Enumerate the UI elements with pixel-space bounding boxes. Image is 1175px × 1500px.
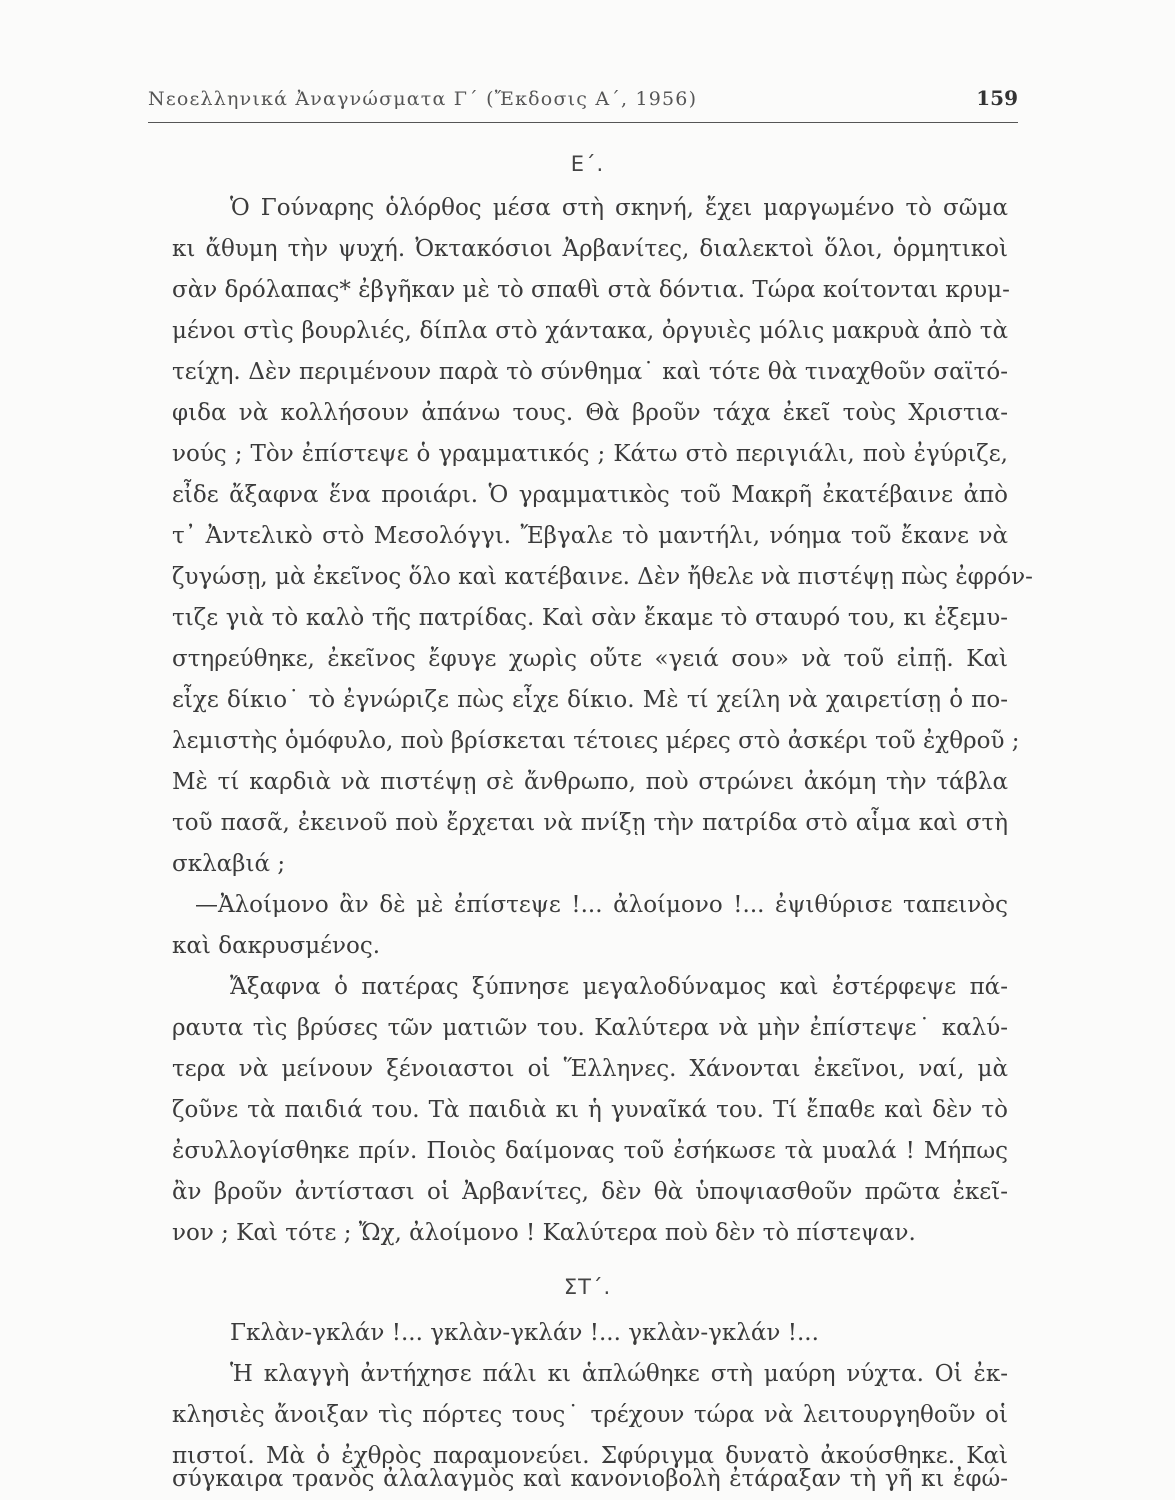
text-line: εἶδε ἄξαφνα ἕνα προιάρι. Ὁ γραμματικὸς τοῦ Μακρῆ ἐκατέβαινε ἀπὸ — [172, 482, 1008, 508]
text-line: καὶ δακρυσμένος. — [172, 933, 381, 959]
text-line: νούς ; Τὸν ἐπίστεψε ὁ γραμματικός ; Κάτω στὸ περιγιάλι, ποὺ ἐγύριζε, — [172, 441, 1008, 467]
text-line: φιδα νὰ κολλήσουν ἀπάνω τους. Θὰ βροῦν τάχα ἐκεῖ τοὺς Χριστια- — [172, 400, 1008, 426]
text-line: σὰν δρόλαπας* ἐβγῆκαν μὲ τὸ σπαθὶ στὰ δόντια. Τώρα κοίτονται κρυμ- — [172, 277, 1010, 303]
text-line: τοῦ πασᾶ, ἐκεινοῦ ποὺ ἔρχεται νὰ πνίξῃ τὴν πατρίδα στὸ αἷμα καὶ στὴ — [172, 810, 1008, 836]
text-line: Ὁ Γούναρης ὁλόρθος μέσα στὴ σκηνή, ἔχει μαργωμένο τὸ σῶμα — [230, 195, 1008, 221]
text-line: Γκλὰν-γκλάν !... γκλὰν-γκλάν !... γκλὰν-γκλάν !... — [230, 1320, 819, 1346]
text-line: ζοῦνε τὰ παιδιά του. Τὰ παιδιὰ κι ἡ γυναῖκά του. Τί ἔπαθε καὶ δὲν τὸ — [172, 1097, 1008, 1123]
text-line: Ἄξαφνα ὁ πατέρας ξύπνησε μεγαλοδύναμος καὶ ἐστέρφεψε πά- — [230, 974, 1008, 1000]
text-line: —Ἀλοίμονο ἂν δὲ μὲ ἐπίστεψε !... ἀλοίμονο !... ἐψιθύρισε ταπεινὸς — [195, 892, 1008, 918]
text-line: ζυγώσῃ, μὰ ἐκεῖνος ὅλο καὶ κατέβαινε. Δὲν ἤθελε νὰ πιστέψῃ πὼς ἐφρόν- — [172, 564, 1033, 590]
text-line: νον ; Καὶ τότε ; Ὤχ, ἀλοίμονο ! Καλύτερα ποὺ δὲν τὸ πίστεψαν. — [172, 1220, 916, 1246]
text-line: εἶχε δίκιο˙ τὸ ἐγνώριζε πὼς εἶχε δίκιο. Μὲ τί χείλη νὰ χαιρετίσῃ ὁ πο- — [172, 687, 1008, 713]
section-heading-st: ΣΤ΄. — [563, 1275, 612, 1299]
text-line: τερα νὰ μείνουν ξένοιαστοι οἱ Ἕλληνες. Χάνονται ἐκεῖνοι, ναί, μὰ — [172, 1056, 1008, 1082]
text-line: πιστοί. Μὰ ὁ ἐχθρὸς παραμονεύει. Σφύριγμα δυνατὸ ἀκούσθηκε. Καὶ — [172, 1443, 1008, 1469]
text-line: ραυτα τὶς βρύσες τῶν ματιῶν του. Καλύτερα νὰ μὴν ἐπίστεψε˙ καλύ- — [172, 1015, 1008, 1041]
text-line: κι ἄθυμη τὴν ψυχή. Ὀκτακόσιοι Ἀρβανίτες, διαλεκτοὶ ὅλοι, ὁρμητικοὶ — [172, 236, 1008, 262]
text-line: τείχη. Δὲν περιμένουν παρὰ τὸ σύνθημα˙ καὶ τότε θὰ τιναχθοῦν σαϊτό- — [172, 359, 1008, 385]
text-line: μένοι στὶς βουρλιές, δίπλα στὸ χάντακα, ὀργυιὲς μόλις μακρυὰ ἀπὸ τὰ — [172, 318, 1008, 344]
text-line: σκλαβιά ; — [172, 851, 286, 877]
page-number: 159 — [976, 86, 1018, 110]
text-line: Μὲ τί καρδιὰ νὰ πιστέψῃ σὲ ἄνθρωπο, ποὺ στρώνει ἀκόμη τὴν τάβλα — [172, 769, 1008, 795]
running-header — [148, 84, 1018, 123]
section-heading-e: Ε΄. — [570, 152, 605, 176]
text-line: λεμιστὴς ὁμόφυλο, ποὺ βρίσκεται τέτοιες μέρες στὸ ἀσκέρι τοῦ ἐχθροῦ ; — [172, 728, 1020, 754]
header-title: Νεοελληνικά Ἀναγνώσματα Γ΄ (Ἔκδοσις Α΄, 1956) — [148, 88, 698, 110]
text-line: ἐσυλλογίσθηκε πρίν. Ποιὸς δαίμονας τοῦ ἐσήκωσε τὰ μυαλά ! Μήπως — [172, 1138, 1008, 1164]
text-line: Ἡ κλαγγὴ ἀντήχησε πάλι κι ἁπλώθηκε στὴ μαύρη νύχτα. Οἱ ἐκ- — [230, 1361, 1008, 1387]
text-line: ἂν βροῦν ἀντίστασι οἱ Ἀρβανίτες, δὲν θὰ ὑποψιασθοῦν πρῶτα ἐκεῖ- — [172, 1179, 1008, 1205]
text-line: τιζε γιὰ τὸ καλὸ τῆς πατρίδας. Καὶ σὰν ἔκαμε τὸ σταυρό του, κι ἐξεμυ- — [172, 605, 1008, 631]
text-line: κλησιὲς ἄνοιξαν τὶς πόρτες τους˙ τρέχουν τώρα νὰ λειτουργηθοῦν οἱ — [172, 1402, 1008, 1428]
text-line: σύγκαιρα τρανὸς ἀλαλαγμὸς καὶ κανονιοβολὴ ἐτάραξαν τὴ γῆ κι ἐφώ- — [172, 1466, 1008, 1492]
text-line: τ᾽ Ἀντελικὸ στὸ Μεσολόγγι. Ἔβγαλε τὸ μαντήλι, νόημα τοῦ ἔκανε νὰ — [172, 523, 1008, 549]
text-line: στηρεύθηκε, ἐκεῖνος ἔφυγε χωρὶς οὔτε «γειά σου» νὰ τοῦ εἰπῇ. Καὶ — [172, 646, 1008, 672]
